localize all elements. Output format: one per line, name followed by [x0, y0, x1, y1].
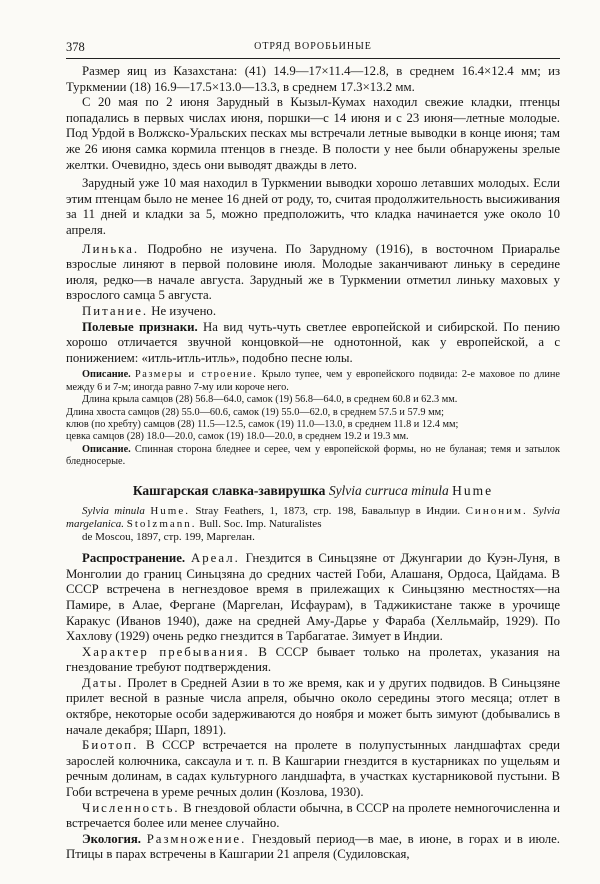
synonym-ref-1: Stray Feathers, 1, 1873, стр. 198, Бавальпур в Индии.: [189, 504, 461, 517]
measurement-line: клюв (по хребту) самцов (28) 11.5—12.5, самок (19) 11.0—13.0, в среднем 11.8 и 12.4 мм;: [66, 418, 459, 430]
species-name-lat: Sylvia curruca minula: [328, 482, 449, 498]
ecology-paragraph: [66, 832, 560, 863]
food-paragraph: [66, 304, 560, 320]
description-paragraph-2: [66, 444, 560, 469]
page-header: [66, 40, 560, 56]
distribution-paragraph: [66, 551, 560, 645]
description-text-2: Спинная сторона бледнее и серее, чем у европейской формы, но не буланая; темя и затылок бледносерые.: [66, 443, 560, 468]
field-marks-paragraph: [66, 320, 560, 367]
turkmenia-paragraph: Зарудный уже 10 мая находил в Туркмении выводки хорошо летавших молодых. Если этим птенцам было не менее 16 дней от роду, то, считая продолжительность высиживания за 11 дней и кладки за 5, можно предположить, что кладка начинается уже около 10 апреля.: [66, 176, 560, 237]
synonymy-line-2: de Moscou, 1897, стр. 199, Маргелан.: [82, 530, 255, 543]
egg-size-paragraph: Размер яиц из Казахстана: (41) 14.9—17×11.4—12.8, в среднем 16.4×12.4 мм; из Туркмении (18) 16.9—17.5×13.0—13.3, в среднем 17.3×13.2 мм.: [66, 64, 560, 94]
measurement-line: Длина хвоста самцов (28) 55.0—60.6, самок (19) 55.0—62.0, в среднем 57.5 и 57.9 мм;: [66, 406, 444, 418]
biotope-text: В СССР встречается на пролете в полупустынных ландшафтах среди зарослей колючника, саксаула и т. п. В Кашгарии гнездится в кустарниках по ущельям и речным долинам, в садах культурного ландшафта, в участках кустарниковой пустыни. В Гоби встречена в уреме речных долин (Козлова, 1930).: [66, 738, 560, 800]
header-rule: [66, 58, 560, 59]
reproduction-label: Размножение.: [146, 831, 247, 846]
abundance-text: В гнездовой области обычна, в СССР на пролете немногочисленна и встречается более или менее случайно.: [66, 800, 560, 831]
dates-paragraph: [66, 676, 560, 738]
dates-label: Даты.: [82, 675, 124, 690]
field-marks-label: Полевые признаки.: [82, 319, 198, 334]
molt-paragraph: [66, 242, 560, 304]
ecology-label: Экология.: [82, 831, 141, 846]
field-marks-text: На вид чуть-чуть светлее европейской и сибирской. По пению хорошо отличается звучной концовкой—не однотонной, как у европейской, а с понижением: «итль-итль-итль», подобно песне юлы.: [66, 319, 560, 365]
food-text: Не изучено.: [148, 303, 217, 318]
residence-text: В СССР бывает только на пролетах, указания на гнездование требуют подтверждения.: [66, 644, 560, 675]
species-author: Hume: [452, 482, 494, 498]
page-number: 378: [66, 40, 85, 54]
distribution-label: Распространение.: [82, 551, 186, 566]
synonym-lat-1: Sylvia minula: [82, 504, 145, 517]
species-name-ru: Кашгарская славка-завирушка: [132, 482, 326, 498]
residence-paragraph: [66, 645, 560, 676]
synonym-lat-2: Sylvia margelanica.: [66, 504, 561, 530]
description-text: Крыло тупее, чем у европейского подвида: 2-е маховое по длине между 6 и 7-м; иногда равно 7-му или короче него.: [66, 369, 560, 393]
page-body: [66, 64, 560, 863]
residence-label: Характер пребывания.: [82, 644, 250, 659]
synonymy-line: [66, 505, 560, 531]
biotope-label: Биотоп.: [82, 738, 139, 753]
synonym-author-2: Stolzmann.: [126, 517, 197, 530]
abundance-label: Численность.: [82, 800, 180, 815]
ecology-text: Гнездовый период—в мае, в июне, в горах и в июле. Птицы в парах встречены в Кашгарии 21 апреля (Судиловская,: [66, 831, 560, 862]
description-label-2: Описание.: [82, 443, 131, 455]
food-label: Питание.: [82, 303, 149, 318]
abundance-paragraph: [66, 801, 560, 832]
measurement-line: Длина крыла самцов (28) 56.8—64.0, самок (19) 56.8—64.0, в среднем 60.8 и 62.3 мм.: [82, 394, 458, 406]
description-label: Описание.: [82, 369, 131, 381]
synonym-label: Синоним.: [465, 504, 528, 517]
molt-label: Линька.: [82, 241, 140, 256]
species-heading: [66, 483, 560, 499]
dates-text: Пролет в Средней Азии в то же время, как и у других подвидов. В Синьцзяне прилет весной в разные числа апреля, обычно около середины этого месяца; отлет в октябре, некоторые особи задерживаются до ноября и может быть зимуют (добывались в начале декабря; Шарп, 1891).: [66, 675, 560, 737]
biotope-paragraph: [66, 738, 560, 800]
breeding-dates-paragraph: С 20 мая по 2 июня Зарудный в Кызыл-Кумах находил свежие кладки, птенцы попадались в первых числах июня, поршки—с 14 июня и с 23 июня—летные молодые. Под Урдой в Волжско-Уральских песках мы встречали летные выводки в конце июня; там же 26 июня самка кормила птенцов в гнезде. В полости у нее были обнаружены зрелые желтки. Очевидно, здесь они выводят дважды в лето.: [66, 95, 560, 172]
description-subtitle: Размеры и строение.: [135, 369, 258, 381]
range-label: Ареал.: [190, 551, 240, 566]
distribution-text: Гнездится в Синьцзяне от Джунгарии до Куэн-Луня, в Монголии до границ Синьцзяна до средних частей Гоби, Алашаня, Ордоса, Цайдама. В СССР встречена в негнездовое время в прилежащих к Синьцзяню местностях—на Памире, в Алае, Фергане (Маргелан, Исфаурам), в Таджикистане также в урочище Каракус (Иванов 1940), даже на средней Аму-Дарье у Фараба (Хелльмайр, 1929). По Хахлову (1929) очень редко гнездится в Тарбагатае. Зимует в Индии.: [66, 551, 561, 644]
molt-text: Подробно не изучена. По Зарудному (1916), в восточном Приаралье взрослые линяют в первой половине июля. Молодые заканчивают линьку в середине июля, редко—в начале августа. Зарудный же в Туркмении отметил линьку маховых у взрослого самца 5 августа.: [66, 241, 560, 303]
synonym-author-1: Hume.: [150, 504, 190, 517]
description-paragraph: [66, 369, 560, 394]
synonym-ref-2: Bull. Soc. Imp. Naturalistes: [196, 517, 322, 530]
measurement-line: цевка самцов (28) 18.0—20.0, самок (19) 18.0—20.0, в среднем 19.2 и 19.3 мм.: [66, 431, 409, 443]
running-head: ОТРЯД ВОРОБЬИНЫЕ: [254, 41, 372, 52]
